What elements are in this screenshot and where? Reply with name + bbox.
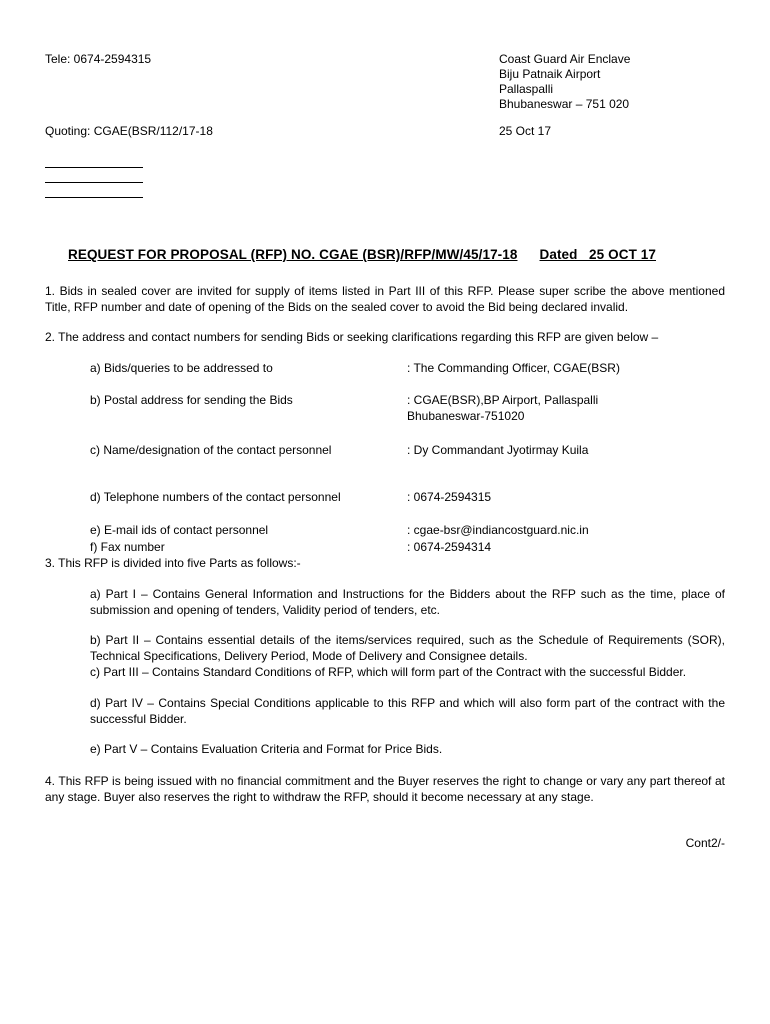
- blank-address-line: [45, 197, 143, 198]
- rfp-title: [68, 247, 656, 262]
- contact-label-d: d) Telephone numbers of the contact personnel: [90, 490, 341, 504]
- letter-date: 25 Oct 17: [499, 124, 552, 138]
- address-line: Bhubaneswar – 751 020: [499, 97, 630, 111]
- sender-address: [499, 52, 630, 112]
- contact-label-c: c) Name/designation of the contact personnel: [90, 443, 332, 457]
- contact-value-f: : 0674-2594314: [407, 540, 492, 554]
- blank-address-line: [45, 182, 143, 183]
- quoting-reference: Quoting: CGAE(BSR/112/17-18: [45, 124, 213, 138]
- paragraph-2: 2. The address and contact numbers for sending Bids or seeking clarifications regarding this RFP are given below –: [45, 330, 659, 344]
- rfp-title-dated: Dated 25 OCT 17: [539, 247, 656, 262]
- address-line: Coast Guard Air Enclave: [499, 52, 631, 66]
- contact-label-b: b) Postal address for sending the Bids: [90, 393, 293, 407]
- paragraph-3: 3. This RFP is divided into five Parts as follows:-: [45, 556, 301, 570]
- part-a: a) Part I – Contains General Information and Instructions for the Bidders about the RFP such as the time, place of submission and opening of tenders, Validity period of tenders, etc.: [90, 587, 725, 617]
- rfp-title-main: REQUEST FOR PROPOSAL (RFP) NO. CGAE (BSR)/RFP/MW/45/17-18: [68, 247, 518, 262]
- contact-value-c: : Dy Commandant Jyotirmay Kuila: [407, 443, 589, 457]
- contact-value-b: : CGAE(BSR),BP Airport, Pallaspalli Bhubaneswar-751020: [407, 393, 599, 423]
- continuation-marker: Cont2/-: [685, 836, 725, 850]
- contact-value-a: : The Commanding Officer, CGAE(BSR): [407, 361, 620, 375]
- blank-address-line: [45, 167, 143, 168]
- contact-value-e: : cgae-bsr@indiancostguard.nic.in: [407, 523, 589, 537]
- paragraph-1: 1. Bids in sealed cover are invited for supply of items listed in Part III of this RFP. Please super scribe the above mentioned Title, RFP number and date of opening of the Bids on the sealed cover to avoid the Bid being declared invalid.: [45, 284, 725, 314]
- address-line: Biju Patnaik Airport: [499, 67, 601, 81]
- tele-number: Tele: 0674-2594315: [45, 52, 152, 66]
- part-d: d) Part IV – Contains Special Conditions applicable to this RFP and which will also form part of the contract with the successful Bidder.: [90, 696, 725, 726]
- contact-label-e: e) E-mail ids of contact personnel: [90, 523, 269, 537]
- part-c: c) Part III – Contains Standard Conditions of RFP, which will form part of the Contract with the successful Bidder.: [90, 665, 687, 679]
- contact-value-d: : 0674-2594315: [407, 490, 492, 504]
- part-e: e) Part V – Contains Evaluation Criteria and Format for Price Bids.: [90, 742, 443, 756]
- contact-label-a: a) Bids/queries to be addressed to: [90, 361, 273, 375]
- part-b: b) Part II – Contains essential details of the items/services required, such as the Schedule of Requirements (SOR), Technical Specifications, Delivery Period, Mode of Delivery and Consignee details.: [90, 633, 725, 663]
- contact-label-f: f) Fax number: [90, 540, 165, 554]
- paragraph-4: 4. This RFP is being issued with no financial commitment and the Buyer reserves the right to change or vary any part thereof at any stage. Buyer also reserves the right to withdraw the RFP, should it become necessary at any stage.: [45, 774, 725, 804]
- address-line: Pallaspalli: [499, 82, 554, 96]
